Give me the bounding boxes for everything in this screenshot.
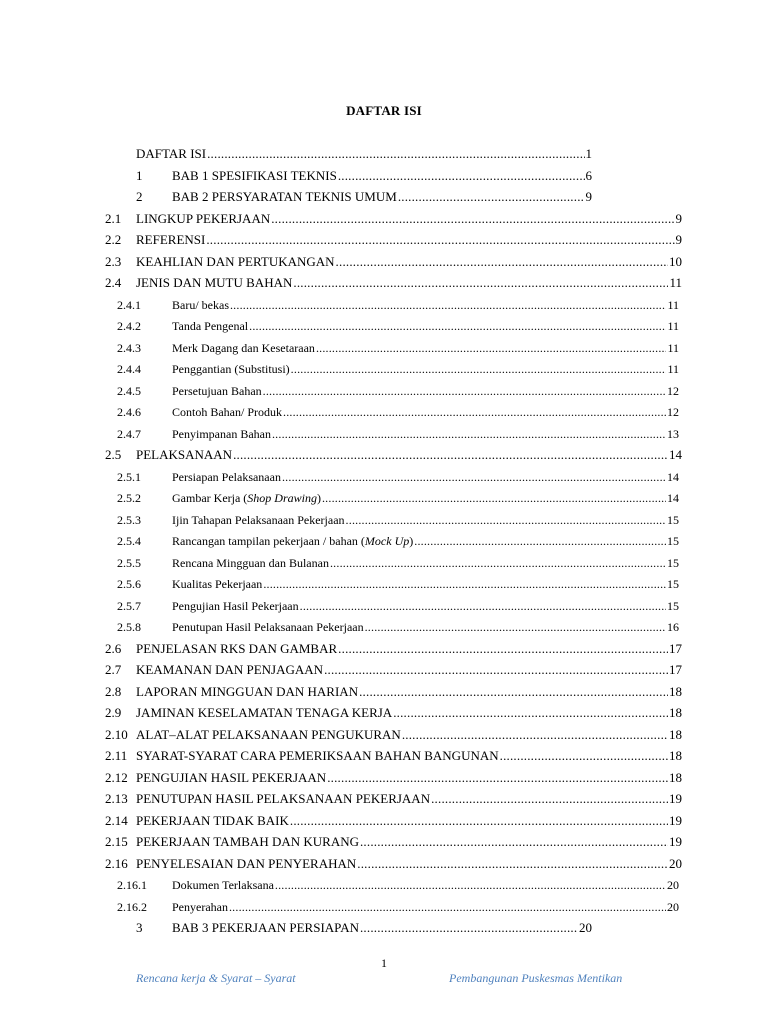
toc-entry-label xyxy=(136,833,359,851)
toc-entry-label-text: Tanda Pengenal xyxy=(172,319,249,333)
toc-entry-label-text: PEKERJAAN TIDAK BAIK xyxy=(136,812,289,828)
toc-dot-leader xyxy=(293,274,668,292)
toc-entry-number: 2.16.2 xyxy=(117,899,147,914)
toc-entry-label xyxy=(172,188,397,206)
toc-entry-label xyxy=(172,167,337,185)
toc-entry-number: 2.5.2 xyxy=(117,491,141,505)
toc-entry-label xyxy=(136,640,337,658)
toc-entry-label-text: PENUTUPAN HASIL PELAKSANAAN PEKERJAAN xyxy=(136,791,431,806)
toc-entry-label xyxy=(136,210,270,228)
toc-entry-page: 11 xyxy=(667,340,679,355)
toc-entry[interactable] xyxy=(172,382,679,400)
toc-entry-number: 2.16 xyxy=(105,855,128,871)
toc-dot-leader xyxy=(263,382,666,400)
toc-dot-leader xyxy=(500,747,668,765)
toc-entry[interactable] xyxy=(172,618,679,636)
toc-entry-number: 2.5.6 xyxy=(117,577,141,591)
toc-dot-leader xyxy=(338,167,585,185)
toc-entry-label xyxy=(172,468,281,486)
toc-entry-label-after: ) xyxy=(409,534,414,548)
toc-entry-number: 2.13 xyxy=(105,791,128,806)
toc-entry-label-text: BAB 3 PEKERJAAN PERSIAPAN xyxy=(172,920,359,935)
toc-entry[interactable] xyxy=(172,898,679,916)
toc-entry-label-text: Rencana Mingguan dan Bulanan xyxy=(172,555,329,570)
toc-entry-label-text: Baru/ bekas xyxy=(172,297,229,312)
toc-entry[interactable] xyxy=(172,554,679,572)
toc-entry-page: 17 xyxy=(669,662,682,677)
toc-entry[interactable] xyxy=(136,747,682,765)
toc-entry-label xyxy=(136,683,358,701)
footer-project-name: Pembangunan Puskesmas Mentikan xyxy=(449,971,623,985)
toc-entry-label-text: JENIS DAN MUTU BAHAN xyxy=(136,275,293,290)
toc-entry-label-text: KEAMANAN DAN PENJAGAAN xyxy=(136,662,324,677)
toc-entry-page: 15 xyxy=(667,534,679,548)
toc-entry-number: 3 xyxy=(136,920,143,935)
toc-dot-leader xyxy=(414,532,666,550)
toc-entry[interactable] xyxy=(172,489,679,507)
toc-entry[interactable] xyxy=(136,661,682,679)
toc-entry-number: 2.4.5 xyxy=(117,383,141,398)
toc-entry-label-text: Pengujian Hasil Pekerjaan xyxy=(172,598,299,613)
toc-entry-label xyxy=(172,382,262,400)
toc-entry-label-text: Penyerahan xyxy=(172,899,228,914)
toc-entry-page: 9 xyxy=(675,232,682,247)
toc-entry-page: 14 xyxy=(669,447,682,462)
toc-entry-label xyxy=(136,446,232,464)
toc-entry-number: 2.5.8 xyxy=(117,620,141,634)
toc-entry-page: 12 xyxy=(667,405,679,419)
toc-dot-leader xyxy=(291,360,667,378)
toc-entry[interactable] xyxy=(172,532,679,550)
toc-entry[interactable] xyxy=(136,833,682,851)
toc-entry-number: 2.5.4 xyxy=(117,534,141,548)
toc-entry-page: 18 xyxy=(669,705,682,720)
toc-entry[interactable] xyxy=(136,683,682,701)
toc-entry-label-italic: Shop Drawing xyxy=(247,491,317,505)
toc-entry-label xyxy=(136,812,289,830)
toc-entry-label xyxy=(136,253,335,271)
toc-entry-number: 2.7 xyxy=(105,662,122,677)
toc-entry[interactable] xyxy=(136,231,682,249)
toc-entry-number: 2.4.4 xyxy=(117,362,141,376)
toc-entry-label xyxy=(136,661,323,679)
toc-dot-leader xyxy=(272,425,666,443)
toc-dot-leader xyxy=(330,554,666,572)
toc-entry-number: 2.16.1 xyxy=(117,878,147,892)
toc-entry-label xyxy=(136,726,401,744)
toc-entry-page: 15 xyxy=(667,598,679,613)
toc-dot-leader xyxy=(327,769,668,787)
toc-entry-number: 2.11 xyxy=(105,748,128,763)
toc-entry-page: 20 xyxy=(669,855,682,871)
toc-entry-number: 2.5 xyxy=(105,447,122,462)
toc-entry-label-text: LINGKUP PEKERJAAN xyxy=(136,210,271,226)
toc-entry-page: 15 xyxy=(667,555,679,570)
toc-entry-label xyxy=(172,532,413,550)
toc-entry-page: 15 xyxy=(667,577,679,591)
toc-entry-label-text: SYARAT-SYARAT CARA PEMERIKSAAN BAHAN BANGUNAN xyxy=(136,748,499,763)
toc-entry-label xyxy=(172,425,271,443)
toc-entry-label-text: Ijin Tahapan Pelaksanaan Pekerjaan xyxy=(172,512,345,527)
toc-entry-number: 2.4.6 xyxy=(117,405,141,419)
toc-entry-number: 2.4.2 xyxy=(117,319,141,333)
toc-entry-page: 18 xyxy=(669,726,682,742)
toc-dot-leader xyxy=(230,296,666,314)
toc-entry-number: 2.3 xyxy=(105,253,122,269)
toc-entry-page: 14 xyxy=(667,469,679,484)
toc-dot-leader xyxy=(300,597,666,615)
toc-dot-leader xyxy=(282,468,666,486)
toc-dot-leader xyxy=(360,919,578,937)
toc-entry-page: 1 xyxy=(585,146,592,161)
toc-entry-label-text: PENJELASAN RKS DAN GAMBAR xyxy=(136,640,338,656)
footer-document-name: Rencana kerja & Syarat – Syarat xyxy=(136,971,296,985)
toc-entry[interactable] xyxy=(136,790,682,808)
toc-entry-page: 19 xyxy=(669,834,682,849)
toc-entry[interactable] xyxy=(172,317,679,335)
toc-dot-leader xyxy=(322,489,666,507)
toc-entry[interactable] xyxy=(136,704,682,722)
toc-entry-page: 20 xyxy=(667,899,679,914)
toc-dot-leader xyxy=(290,812,668,830)
toc-entry-label-text: Contoh Bahan/ Produk xyxy=(172,405,282,419)
toc-entry-label-text: KEAHLIAN DAN PERTUKANGAN xyxy=(136,253,335,269)
toc-entry-label-text: Penggantian (Substitusi) xyxy=(172,362,290,376)
toc-entry-label-text: PENGUJIAN HASIL PEKERJAAN xyxy=(136,769,327,785)
toc-entry-number: 2.5.3 xyxy=(117,512,141,527)
toc-entry-page: 9 xyxy=(675,210,682,226)
toc-dot-leader xyxy=(431,790,668,808)
toc-entry-label-text: LAPORAN MINGGUAN DAN HARIAN xyxy=(136,683,359,699)
toc-dot-leader xyxy=(283,403,666,421)
toc-entry-number: 2.4.7 xyxy=(117,426,141,441)
toc-entry-number: 2.1 xyxy=(105,210,122,226)
toc-entry-page: 15 xyxy=(667,512,679,527)
toc-entry[interactable] xyxy=(136,769,682,787)
toc-entry-label xyxy=(172,919,359,937)
toc-entry-label xyxy=(172,618,364,636)
toc-entry-number: 2.5.1 xyxy=(117,469,141,484)
toc-entry-label xyxy=(136,747,499,765)
toc-entry-label xyxy=(172,403,282,421)
toc-entry-number: 2.4 xyxy=(105,275,122,290)
toc-dot-leader xyxy=(360,833,668,851)
toc-entry-label xyxy=(172,360,290,378)
toc-dot-leader xyxy=(346,511,666,529)
toc-entry[interactable] xyxy=(172,575,679,593)
toc-entry-label xyxy=(136,855,356,873)
toc-entry-number: 2.8 xyxy=(105,683,122,699)
toc-entry-number: 2.9 xyxy=(105,705,122,720)
toc-entry-label-text: Merk Dagang dan Kesetaraan xyxy=(172,340,315,355)
toc-dot-leader xyxy=(393,704,668,722)
toc-entry-number: 2.15 xyxy=(105,834,128,849)
toc-entry-page: 17 xyxy=(669,640,682,656)
toc-entry-label xyxy=(136,274,292,292)
toc-entry[interactable] xyxy=(136,274,682,292)
toc-entry-page: 14 xyxy=(667,491,679,505)
toc-entry[interactable] xyxy=(172,339,679,357)
toc-entry-label xyxy=(172,489,321,507)
toc-entry-label xyxy=(172,554,329,572)
toc-entry[interactable] xyxy=(172,296,679,314)
toc-entry-label xyxy=(136,790,430,808)
toc-entry-page: 13 xyxy=(667,426,679,441)
toc-entry[interactable] xyxy=(172,360,679,378)
toc-dot-leader xyxy=(249,317,666,335)
toc-dot-leader xyxy=(359,683,668,701)
toc-entry-label-text: Gambar Kerja ( xyxy=(172,491,248,505)
toc-entry-label xyxy=(172,511,345,529)
toc-entry[interactable] xyxy=(172,597,679,615)
toc-entry-label-text: Rancangan tampilan pekerjaan / bahan ( xyxy=(172,534,365,548)
toc-entry[interactable] xyxy=(172,188,592,206)
toc-entry-label-text: ALAT–ALAT PELAKSANAAN PENGUKURAN xyxy=(136,726,401,742)
toc-entry-number: 2.6 xyxy=(105,640,122,656)
toc-dot-leader xyxy=(398,188,585,206)
toc-entry-label xyxy=(172,575,262,593)
toc-dot-leader xyxy=(338,640,668,658)
toc-entry[interactable] xyxy=(172,403,679,421)
toc-entry-label-text: BAB 1 SPESIFIKASI TEKNIS xyxy=(172,167,337,183)
toc-entry-number: 2.10 xyxy=(105,726,128,742)
toc-entry-label xyxy=(172,296,229,314)
toc-entry-label xyxy=(136,704,392,722)
toc-entry-page: 20 xyxy=(579,920,592,935)
toc-entry-page: 11 xyxy=(667,319,679,333)
page-number: 1 xyxy=(381,956,387,970)
toc-entry[interactable] xyxy=(172,167,592,185)
toc-entry-page: 12 xyxy=(667,383,679,398)
toc-entry[interactable] xyxy=(172,425,679,443)
toc-entry[interactable] xyxy=(172,919,592,937)
toc-entry-label-italic: Mock Up xyxy=(364,534,410,548)
toc-dot-leader xyxy=(233,446,668,464)
toc-entry-label xyxy=(136,145,206,163)
toc-entry-page: 18 xyxy=(669,683,682,699)
toc-entry-page: 16 xyxy=(667,620,679,634)
toc-dot-leader xyxy=(336,253,668,271)
toc-entry-label xyxy=(172,898,228,916)
toc-entry-label-text: JAMINAN KESELAMATAN TENAGA KERJA xyxy=(136,705,393,720)
toc-entry-page: 11 xyxy=(667,297,679,312)
toc-dot-leader xyxy=(324,661,668,679)
toc-entry-page: 18 xyxy=(669,769,682,785)
toc-entry[interactable] xyxy=(136,446,682,464)
toc-entry-page: 19 xyxy=(669,791,682,806)
toc-entry-label-text: DAFTAR ISI xyxy=(136,146,207,161)
toc-entry-label xyxy=(136,769,326,787)
toc-entry-label xyxy=(172,597,299,615)
toc-entry-number: 2.5.7 xyxy=(117,598,141,613)
toc-entry-number: 2.4.3 xyxy=(117,340,141,355)
toc-dot-leader xyxy=(365,618,666,636)
toc-entry-label-text: PEKERJAAN TAMBAH DAN KURANG xyxy=(136,834,359,849)
toc-dot-leader xyxy=(207,145,584,163)
toc-entry-label-text: BAB 2 PERSYARATAN TEKNIS UMUM xyxy=(172,189,397,204)
toc-entry-number: 2.2 xyxy=(105,232,122,247)
toc-entry-label-text: Penyimpanan Bahan xyxy=(172,426,271,441)
toc-entry-label-text: PENYELESAIAN DAN PENYERAHAN xyxy=(136,855,357,871)
toc-entry-page: 6 xyxy=(585,167,592,183)
toc-dot-leader xyxy=(275,876,666,894)
toc-entry-page: 18 xyxy=(669,748,682,763)
toc-entry-page: 11 xyxy=(669,275,682,290)
toc-entry-number: 2 xyxy=(136,189,143,204)
toc-entry-page: 9 xyxy=(585,189,592,204)
toc-entry[interactable] xyxy=(172,876,679,894)
toc-entry[interactable] xyxy=(136,812,682,830)
toc-entry-number: 2.5.5 xyxy=(117,555,141,570)
toc-entry-label-text: Dokumen Terlaksana xyxy=(172,878,274,892)
toc-dot-leader xyxy=(316,339,667,357)
toc-entry-number: 2.4.1 xyxy=(117,297,141,312)
toc-entry-label-text: Kualitas Pekerjaan xyxy=(172,577,263,591)
toc-entry[interactable] xyxy=(136,726,682,744)
document-title: DAFTAR ISI xyxy=(346,103,422,118)
toc-entry-page: 10 xyxy=(669,253,682,269)
toc-entry-label-text: Persiapan Pelaksanaan xyxy=(172,469,281,484)
toc-entry[interactable] xyxy=(136,855,682,873)
toc-entry[interactable] xyxy=(136,210,682,228)
toc-entry-number: 2.12 xyxy=(105,769,128,785)
toc-entry-label-text: Persetujuan Bahan xyxy=(172,383,262,398)
toc-entry[interactable] xyxy=(136,145,592,163)
toc-dot-leader xyxy=(357,855,668,873)
toc-entry-page: 19 xyxy=(669,812,682,828)
toc-dot-leader xyxy=(402,726,668,744)
toc-dot-leader xyxy=(263,575,666,593)
toc-entry-label xyxy=(172,339,315,357)
toc-dot-leader xyxy=(229,898,666,916)
toc-entry-label xyxy=(172,317,248,335)
toc-dot-leader xyxy=(206,231,674,249)
toc-entry-page: 11 xyxy=(667,362,679,376)
toc-entry-label-text: PELAKSANAAN xyxy=(136,447,233,462)
toc-entry[interactable] xyxy=(136,253,682,271)
toc-entry-label-text: REFERENSI xyxy=(136,232,206,247)
toc-entry[interactable] xyxy=(172,511,679,529)
toc-entry-number: 2.14 xyxy=(105,812,128,828)
toc-entry-label-after: ) xyxy=(316,491,321,505)
toc-entry-label-text: Penutupan Hasil Pelaksanaan Pekerjaan xyxy=(172,620,364,634)
toc-entry[interactable] xyxy=(172,468,679,486)
toc-entry[interactable] xyxy=(136,640,682,658)
toc-dot-leader xyxy=(271,210,674,228)
toc-entry-label xyxy=(172,876,274,894)
toc-entry-page: 20 xyxy=(667,878,679,892)
toc-entry-number: 1 xyxy=(136,167,143,183)
toc-entry-label xyxy=(136,231,205,249)
